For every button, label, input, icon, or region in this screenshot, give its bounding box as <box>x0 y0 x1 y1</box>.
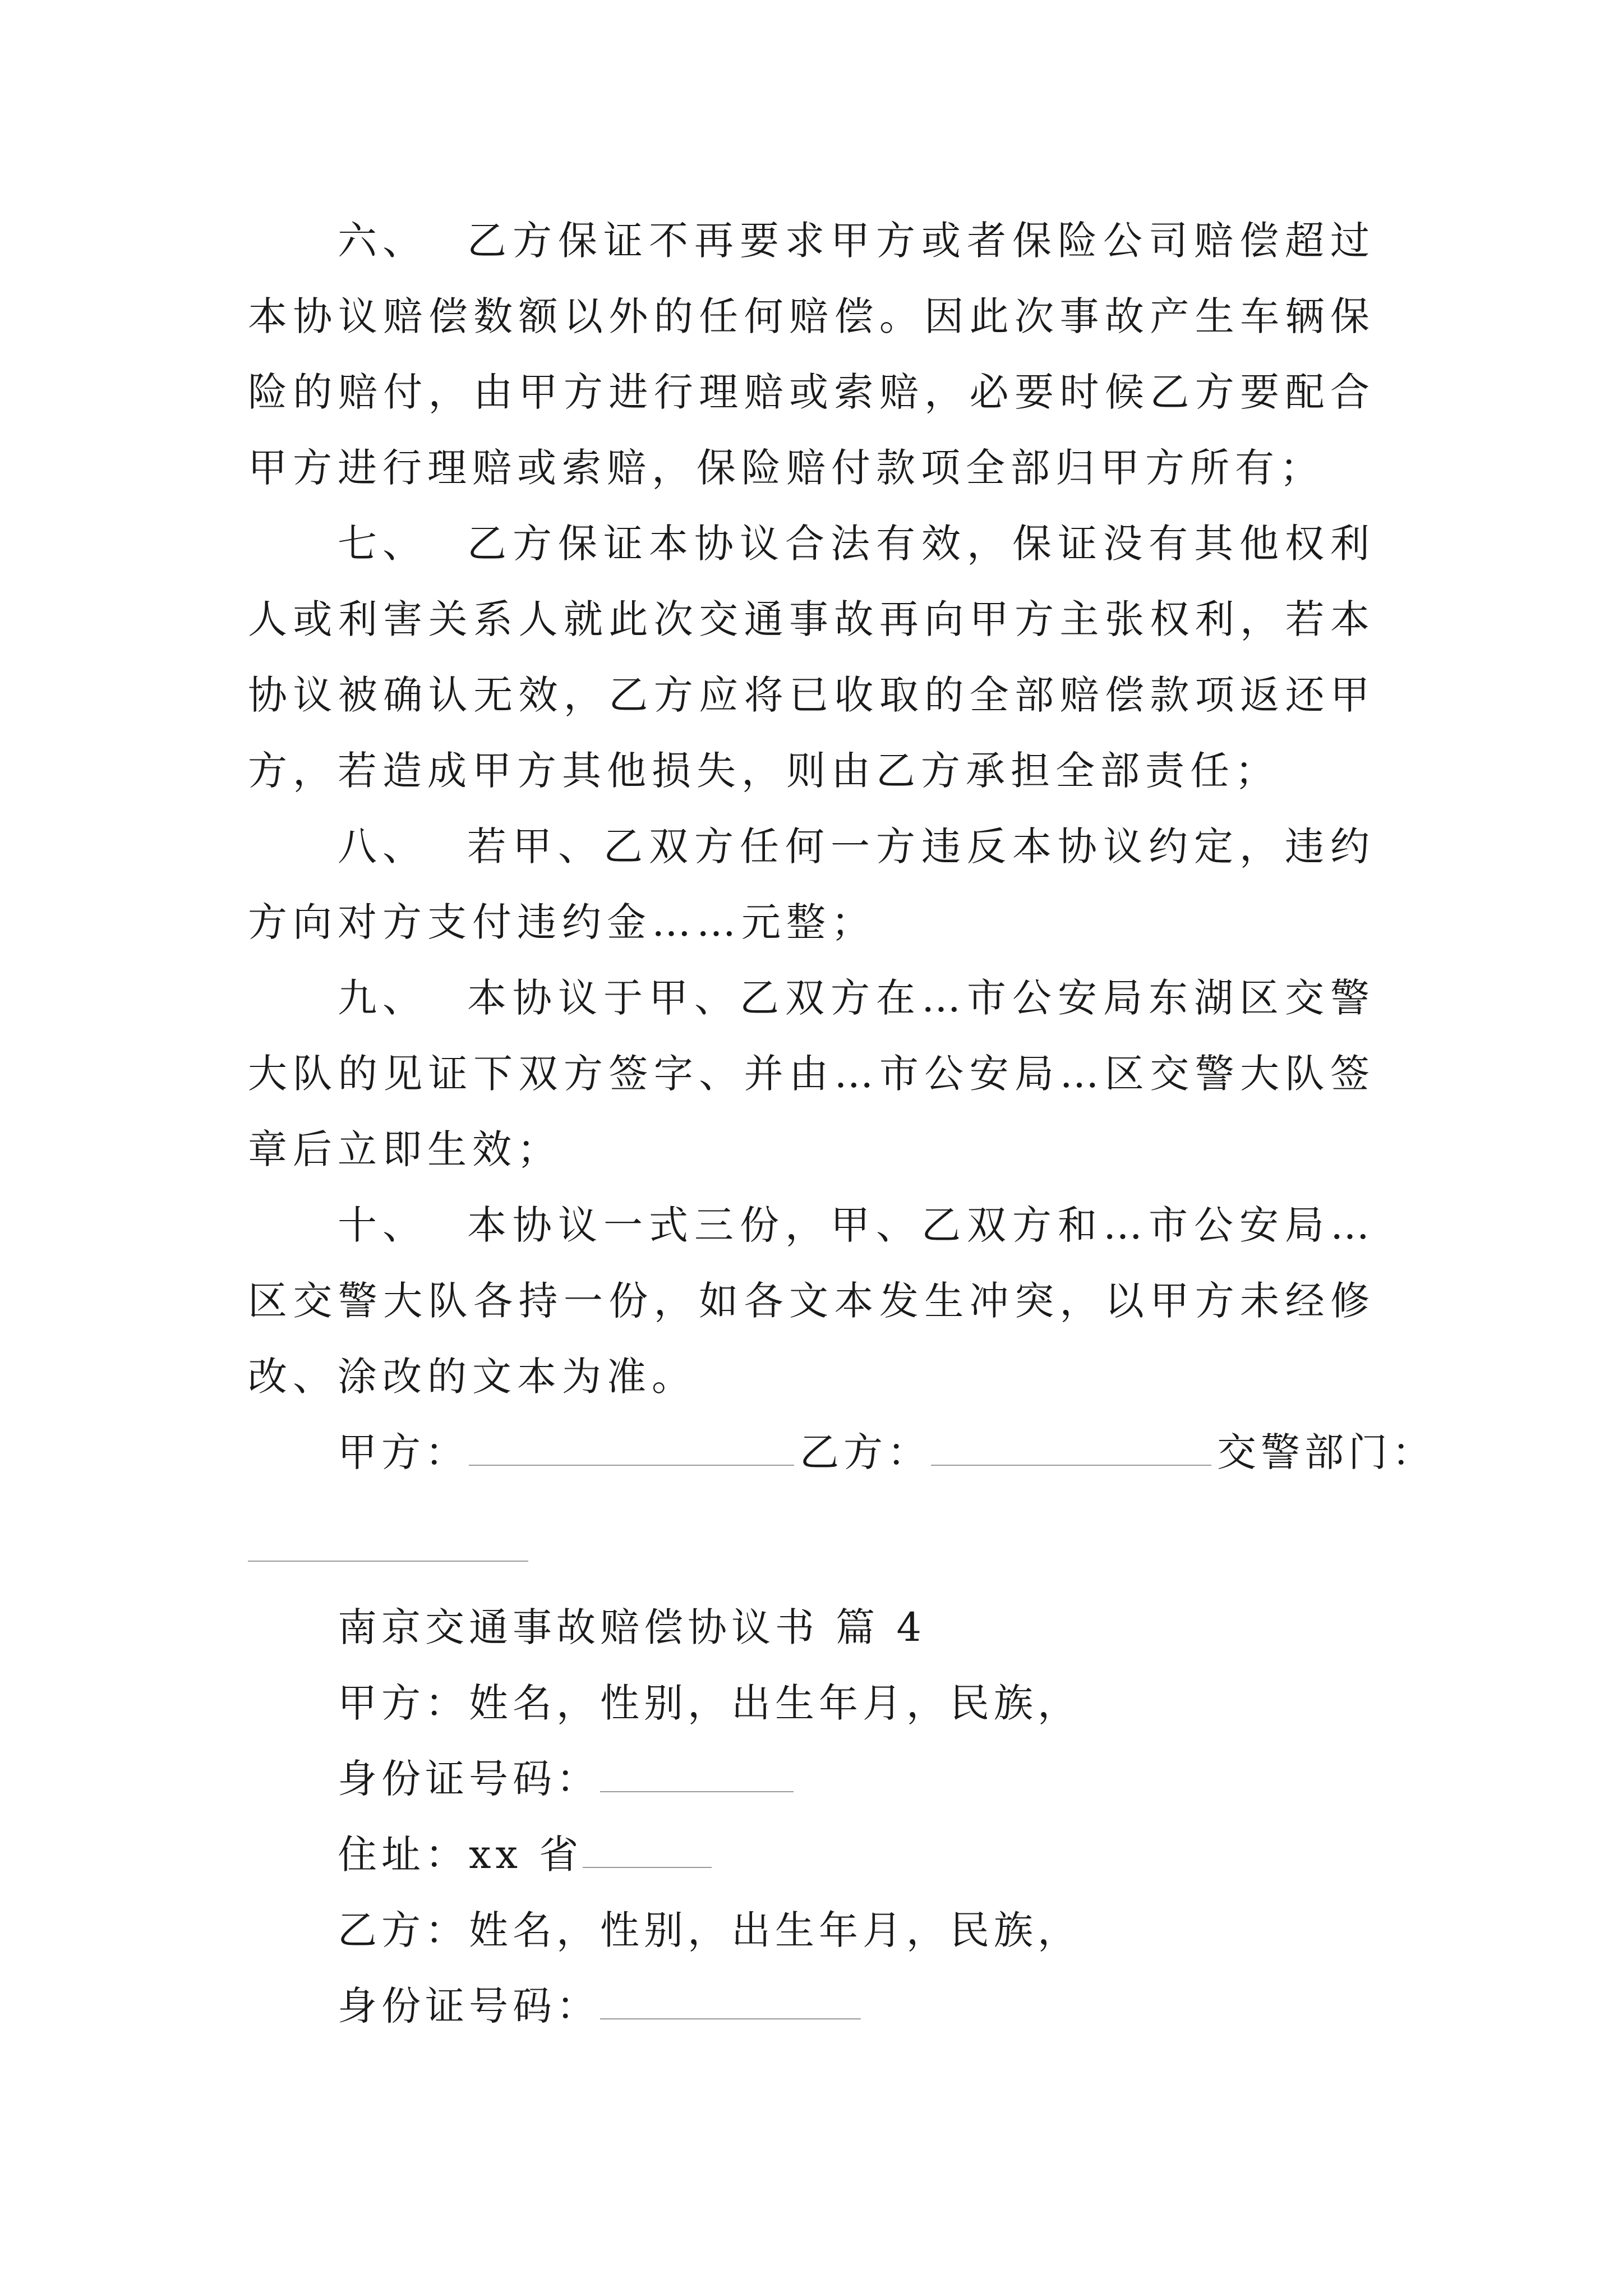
address-row <box>338 1817 1347 1893</box>
address-label: 住址：xx 省 <box>338 1832 583 1878</box>
clause-number: 九、 <box>338 975 427 1021</box>
clause-number: 七、 <box>338 521 427 567</box>
clause-9 <box>248 960 1375 1188</box>
party-a-signature-blank <box>469 1437 794 1466</box>
section-4-header <box>338 1590 1347 2044</box>
party-b-signature-blank <box>931 1437 1211 1466</box>
clause-8 <box>248 809 1375 960</box>
clause-text: 若甲、乙双方任何一方违反本协议约定，违约方向对方支付违约金……元整； <box>248 823 1375 945</box>
address-blank <box>583 1839 712 1868</box>
clause-text: 本协议一式三份，甲、乙双方和…市公安局…区交警大队各持一份，如各文本发生冲突，以甲方未经修改、涂改的文本为准。 <box>248 1202 1375 1400</box>
party-b-label: 乙方： <box>800 1429 931 1475</box>
party-a-id-row <box>338 1741 1347 1817</box>
agreement-clauses <box>248 203 1436 1490</box>
id-blank-b <box>600 1990 861 2019</box>
clause-6 <box>248 203 1375 506</box>
id-label-a: 身份证号码： <box>338 1756 600 1802</box>
clause-7 <box>248 506 1375 809</box>
police-signature-blank <box>248 1561 528 1562</box>
signature-row <box>248 1415 1436 1490</box>
party-b-info: 乙方：姓名，性别，出生年月，民族， <box>338 1907 1081 1953</box>
id-label-b: 身份证号码： <box>338 1983 600 2029</box>
clause-number: 六、 <box>338 218 427 264</box>
clause-10 <box>248 1188 1375 1415</box>
id-blank-a <box>600 1763 794 1792</box>
clause-text: 乙方保证本协议合法有效，保证没有其他权利人或利害关系人就此次交通事故再向甲方主张权利，若本协议被确认无效，乙方应将已收取的全部赔偿款项返还甲方，若造成甲方其他损失，则由乙方承担全部责任； <box>248 521 1375 794</box>
police-label: 交警部门： <box>1217 1429 1436 1475</box>
clause-number: 八、 <box>338 823 427 869</box>
clause-text: 本协议于甲、乙双方在…市公安局东湖区交警大队的见证下双方签字、并由…市公安局…区交警大队签章后立即生效； <box>248 975 1375 1172</box>
section-title: 南京交通事故赔偿协议书 篇 4 <box>338 1604 926 1650</box>
party-a-label: 甲方： <box>338 1429 469 1475</box>
party-a-info: 甲方：姓名，性别，出生年月，民族， <box>338 1680 1081 1726</box>
clause-text: 乙方保证不再要求甲方或者保险公司赔偿超过本协议赔偿数额以外的任何赔偿。因此次事故产生车辆保险的赔付，由甲方进行理赔或索赔，必要时候乙方要配合甲方进行理赔或索赔，保险赔付款项全部归甲方所有； <box>248 218 1375 491</box>
clause-number: 十、 <box>338 1202 427 1248</box>
party-b-id-row <box>338 1968 1347 2044</box>
